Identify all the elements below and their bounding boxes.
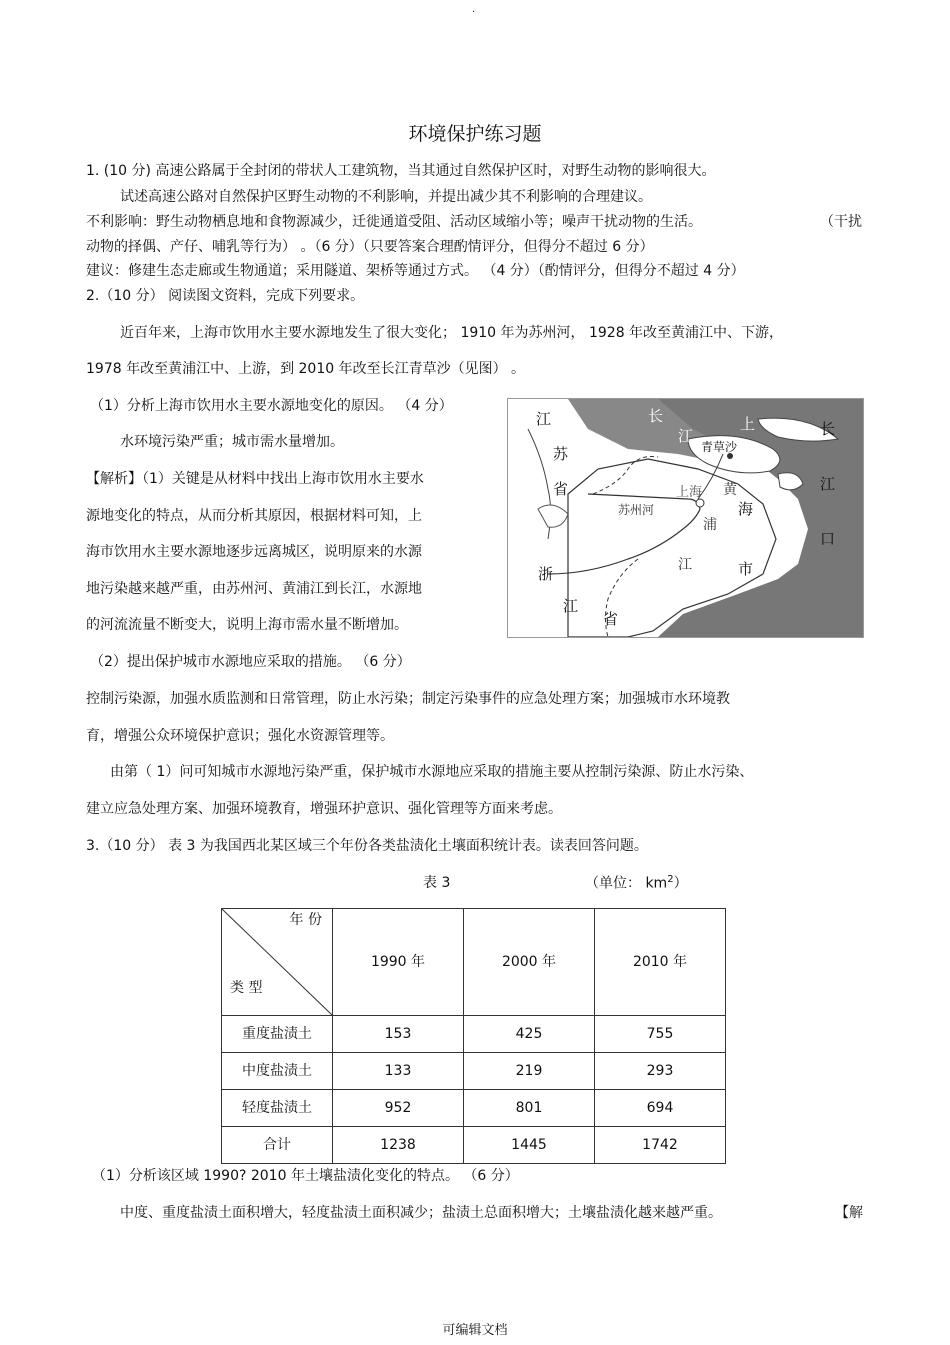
table-unit: （单位： $km^2$） [585, 874, 688, 892]
map-label-jiang-m: 江 [678, 427, 694, 445]
q2-sub1: （1）分析上海市饮用水主要水源地变化的原因。 （4 分） [90, 398, 453, 414]
map-label-chang: 长 [648, 407, 664, 425]
q1-line4: 动物的择偶、产仔、哺乳等行为） 。（6 分）（只要答案合理酌情评分，但得分不超过 6 分） [86, 239, 654, 255]
map-label-sheng-l: 省 [553, 480, 569, 498]
map-label-shi: 市 [738, 560, 754, 578]
row-type: 重度盐渍土 [222, 1016, 333, 1053]
q1-line1: 1. (10 分) 高速公路属于全封闭的带状人工建筑物，当其通过自然保护区时，对野生动物的影响很大。 [86, 163, 716, 179]
map-label-changjiangkou-3: 口 [820, 530, 836, 548]
cell-value: 1238 [333, 1127, 464, 1164]
cell-value: 219 [464, 1053, 595, 1090]
table-row [222, 1053, 726, 1090]
year-header: 2010 年 [595, 909, 726, 1016]
lake [538, 505, 568, 527]
q2-answer2-line1: 控制污染源，加强水质监测和日常管理，防止水污染；制定污染事件的应急处理方案；加强城市水环境教 [86, 691, 730, 707]
map-label-huang: 黄 [723, 482, 737, 498]
q1-line3-tail: （干扰 [820, 214, 862, 230]
corner-type-label: 类 型 [230, 980, 263, 997]
cell-value: 1445 [464, 1127, 595, 1164]
q3-sub1: （1）分析该区域 1990? 2010 年土壤盐渍化变化的特点。 （6 分） [92, 1168, 519, 1184]
q2-note-line2: 建立应急处理方案、加强环境教育，增强环护意识、强化管理等方面来考虑。 [86, 801, 562, 817]
map-label-shanghai: 上海 [676, 485, 703, 500]
q2-line1: 2.（10 分） 阅读图文资料，完成下列要求。 [86, 288, 365, 304]
cell-value: 694 [595, 1090, 726, 1127]
q2-expl-line2: 源地变化的特点，从而分析其原因，根据材料可知，上 [86, 508, 422, 524]
header-mark: . [472, 4, 476, 15]
q2-expl-line3: 海市饮用水主要水源地逐步远离城区，说明原来的水源 [86, 544, 422, 560]
q2-sub2: （2）提出保护城市水源地应采取的措施。 （6 分） [90, 654, 411, 670]
q1-line5: 建议：修建生态走廊或生物通道；采用隧道、架桥等通过方式。 （4 分）（酌情评分，但得分不超过 4 分） [86, 263, 745, 279]
cell-value: 293 [595, 1053, 726, 1090]
map-label-changjiangkou-1: 长 [820, 420, 836, 438]
map-label-jiang-b: 江 [563, 597, 579, 615]
q1-line3: 不利影响：野生动物栖息地和食物源减少，迁徙通道受阻、活动区域缩小等；噪声干扰动物的生活。 [86, 214, 702, 230]
shanghai-water-source-map [507, 398, 864, 638]
q2-answer1: 水环境污染严重；城市需水量增加。 [120, 434, 344, 450]
map-label-su: 苏 [553, 445, 569, 463]
year-header: 2000 年 [464, 909, 595, 1016]
cell-value: 755 [595, 1016, 726, 1053]
map-label-changjiangkou-2: 江 [820, 475, 836, 493]
q3-line1: 3.（10 分） 表 3 为我国西北某区域三个年份各类盐渍化土壤面积统计表。读表回答问题。 [86, 838, 648, 854]
q2-para-line1: 近百年来，上海市饮用水主要水源地发生了很大变化； 1910 年为苏州河， 1928 年改至黄浦江中、下游， [120, 325, 784, 341]
q2-expl-line4: 地污染越来越严重，由苏州河、黄浦江到长江，水源地 [86, 581, 422, 597]
map-label-hai: 海 [738, 500, 754, 518]
q2-expl-line5: 的河流流量不断变大，说明上海市需水量不断增加。 [86, 617, 408, 633]
corner-year-label: 年 份 [289, 912, 322, 928]
table-row [222, 1090, 726, 1127]
map-label-jiang-tl: 江 [536, 410, 552, 428]
page-footer: 可编辑文档 [442, 1323, 508, 1338]
row-type: 轻度盐渍土 [222, 1090, 333, 1127]
cell-value: 425 [464, 1016, 595, 1053]
map-label-jiang-c: 江 [678, 557, 692, 573]
table-corner-cell [222, 909, 333, 1016]
row-type: 中度盐渍土 [222, 1053, 333, 1090]
map-label-zhe: 浙 [538, 565, 554, 583]
q1-line2: 试述高速公路对自然保护区野生动物的不利影响，并提出减少其不利影响的合理建议。 [120, 189, 652, 205]
cell-value: 153 [333, 1016, 464, 1053]
q2-answer2-line2: 育，增强公众环境保护意识；强化水资源管理等。 [86, 728, 394, 744]
cell-value: 1742 [595, 1127, 726, 1164]
saline-soil-table [221, 908, 726, 1164]
map-label-qingcaosha: 青草沙 [701, 440, 738, 454]
table-row [222, 1127, 726, 1164]
map-label-suzhouhe: 苏州河 [618, 503, 655, 517]
table-row [222, 1016, 726, 1053]
map-label-pu: 浦 [703, 517, 717, 533]
cell-value: 801 [464, 1090, 595, 1127]
cell-value: 952 [333, 1090, 464, 1127]
year-header: 1990 年 [333, 909, 464, 1016]
table-caption: 表 3 [423, 875, 451, 891]
cell-value: 133 [333, 1053, 464, 1090]
map-label-shang-r: 上 [740, 415, 756, 433]
q3-answer1: 中度、重度盐渍土面积增大，轻度盐渍土面积减少；盐渍土总面积增大；土壤盐渍化越来越严重。 [120, 1205, 722, 1221]
q2-note-line1: 由第（ 1）问可知城市水源地污染严重，保护城市水源地应采取的措施主要从控制污染源、防止水污染、 [110, 764, 754, 780]
shanghai-point [696, 499, 704, 507]
row-type: 合计 [222, 1127, 333, 1164]
q3-answer1-tail: 【解 [835, 1205, 863, 1221]
page-title: 环境保护练习题 [408, 123, 542, 145]
q2-para-line2: 1978 年改至黄浦江中、上游，到 2010 年改至长江青草沙（见图） 。 [86, 361, 526, 377]
map-label-sheng-b: 省 [603, 610, 619, 628]
q2-expl-line1: 【解析】（1）关键是从材料中找出上海市饮用水主要水 [86, 471, 424, 487]
